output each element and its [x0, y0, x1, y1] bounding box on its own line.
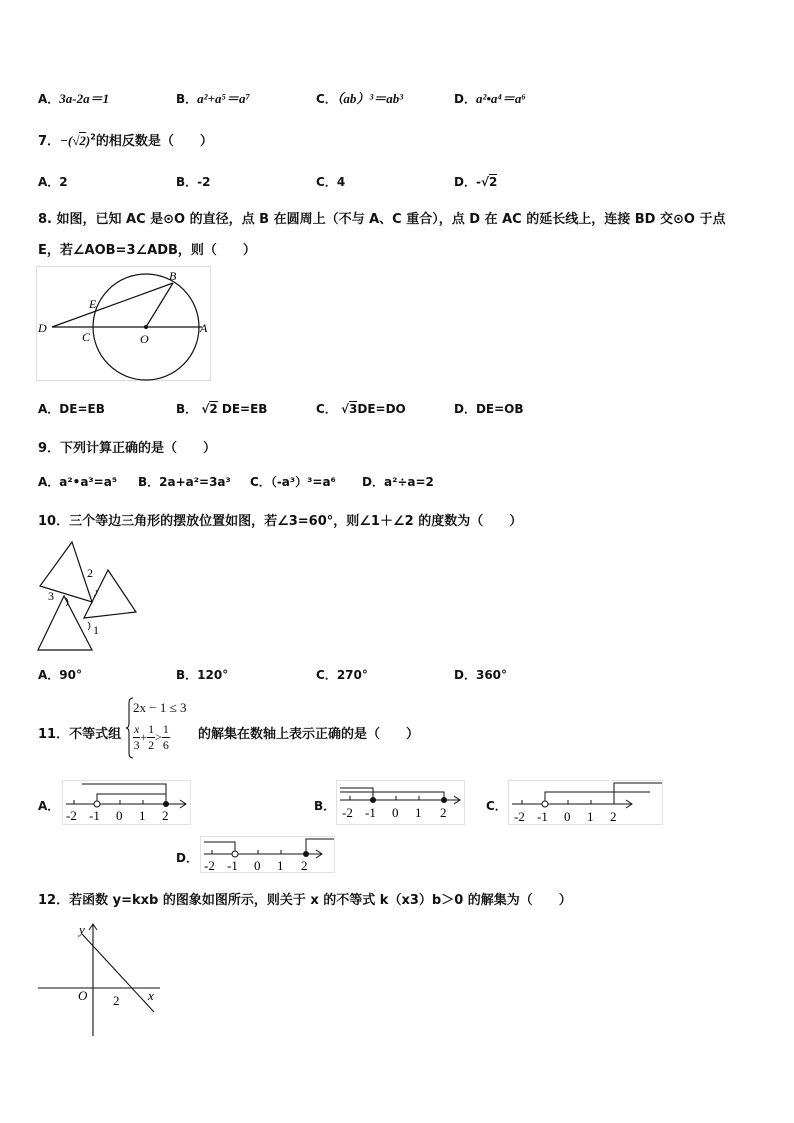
tick-label: -1	[537, 809, 548, 824]
center-point	[144, 325, 148, 329]
inequality-2	[133, 722, 170, 753]
label-e: E	[89, 297, 97, 311]
option-text: 90°	[59, 668, 82, 682]
numerator: 1	[148, 722, 155, 736]
option-label: C．	[250, 475, 271, 489]
sqrt-symbol: √	[336, 402, 349, 416]
range-bracket	[306, 839, 334, 854]
q10-stem: 10．三个等边三角形的摆放位置如图，若∠3=60°，则∠1＋∠2 的度数为（ ）	[38, 514, 523, 529]
q12-linear-graph-figure	[36, 920, 168, 1038]
tick-label: -1	[227, 858, 238, 873]
tick-label: 0	[254, 858, 261, 873]
option-label: B．	[176, 92, 198, 106]
label-angle-2: 2	[87, 566, 93, 580]
figure-frame	[509, 781, 663, 825]
q11-option-a-label: A．	[38, 799, 60, 813]
option-label: C．	[316, 92, 337, 106]
radicand: 3	[349, 402, 358, 416]
label-angle-3: 3	[48, 589, 54, 603]
q7-stem	[38, 130, 213, 149]
option-label: D．	[454, 668, 476, 682]
option-text: 4	[336, 175, 346, 189]
option-text: a²÷a=2	[383, 475, 434, 489]
open-point	[542, 801, 548, 807]
line-db	[52, 283, 173, 327]
q6-option-b	[176, 88, 250, 107]
numerator: 1	[162, 722, 169, 736]
closed-point	[441, 797, 447, 803]
option-text: （-a³）³=a⁶	[270, 475, 336, 489]
fraction-1-over-6	[162, 722, 170, 753]
label-d: D	[38, 321, 47, 335]
option-label: A．	[38, 475, 60, 489]
q12-stem: 12．若函数 y=kxb 的图象如图所示，则关于 x 的不等式 k（x3）b＞0 的解集为（ ）	[38, 893, 572, 908]
q6-option-a	[38, 88, 109, 107]
option-text: -	[475, 175, 481, 189]
option-text: DE=EB	[221, 402, 268, 416]
option-text: DE=OB	[475, 402, 524, 416]
label-o: O	[140, 332, 149, 346]
q6-option-c	[316, 88, 403, 107]
label-x: x	[148, 988, 154, 1003]
radicand: 2	[488, 175, 498, 189]
q11-option-a-numberline	[62, 780, 192, 826]
q8-stem-line1: 8. 如图，已知 AC 是⊙O 的直径，点 B 在圆周上（不与 A、C 重合），点 D 在 AC 的延长线上，连接 BD 交⊙O 于点	[38, 212, 726, 227]
exponent: 2	[90, 132, 96, 142]
denominator: 2	[148, 738, 155, 752]
inequality-1: 2x − 1 ≤ 3	[133, 700, 187, 715]
option-label: D．	[454, 402, 476, 416]
option-text: DE=EB	[59, 402, 105, 416]
q7-option-c	[316, 173, 345, 190]
sqrt-symbol: √	[72, 133, 80, 148]
denominator: 3	[133, 738, 140, 752]
q7-option-b	[176, 173, 211, 190]
q11-stem-suffix: 的解集在数轴上表示正确的是（ ）	[198, 727, 420, 742]
closed-point	[163, 801, 169, 807]
tick-label: 1	[139, 808, 146, 823]
q8-option-b	[176, 400, 267, 417]
q8-circle-figure	[36, 266, 212, 382]
option-label: B．	[176, 668, 198, 682]
q9-option-b	[138, 473, 231, 490]
closed-point	[303, 851, 309, 857]
option-text: a²+a⁵＝a⁷	[197, 91, 251, 106]
option-label: B．	[176, 402, 198, 416]
tick-label: 0	[392, 805, 399, 820]
tick-label: -1	[365, 805, 376, 820]
q9-option-d	[362, 473, 434, 490]
tick-label: -2	[514, 809, 525, 824]
q8-stem-line2: E，若∠AOB=3∠ADB，则（ ）	[38, 243, 256, 258]
option-label: C．	[316, 668, 337, 682]
option-label: A．	[38, 402, 60, 416]
closed-point	[370, 797, 376, 803]
label-intercept-2: 2	[113, 993, 120, 1008]
greater-than-sign: >	[155, 730, 162, 744]
q6-option-d	[454, 88, 526, 107]
q9-stem: 9．下列计算正确的是（ ）	[38, 441, 217, 456]
expr-suffix: )	[85, 133, 91, 148]
q11-option-d-numberline	[200, 836, 336, 874]
q10-triangles-figure	[36, 540, 142, 652]
tick-label: 2	[610, 809, 617, 824]
option-text: 3a-2a＝1	[59, 91, 110, 106]
q10-option-b	[176, 666, 228, 683]
option-text: （ab）³＝ab³	[336, 91, 404, 106]
q10-option-a	[38, 666, 82, 683]
open-point	[94, 801, 100, 807]
radius-ob	[146, 283, 173, 327]
tick-label: 1	[587, 809, 594, 824]
option-text: 270°	[336, 668, 368, 682]
sqrt-symbol: √	[480, 175, 489, 189]
q10-option-d	[454, 666, 507, 683]
open-point	[232, 851, 238, 857]
expr-prefix: −(	[60, 133, 73, 148]
tick-label: -2	[342, 805, 353, 820]
label-y: y	[79, 922, 85, 937]
q8-option-a	[38, 400, 105, 417]
range-bracket	[340, 792, 444, 800]
radicand: 2	[209, 402, 218, 416]
angle-2-arc	[94, 590, 97, 596]
label-b: B	[169, 269, 177, 283]
option-label: D．	[362, 475, 384, 489]
tick-label: 1	[277, 858, 284, 873]
option-text: a²•a⁴＝a⁶	[475, 91, 526, 106]
q7-option-a	[38, 173, 68, 190]
option-label: D．	[454, 175, 476, 189]
option-text: 2	[59, 175, 68, 189]
q10-option-c	[316, 666, 368, 683]
stem-text: 的相反数是（ ）	[95, 134, 213, 149]
tick-label: 1	[415, 805, 422, 820]
option-label: A．	[38, 175, 60, 189]
sqrt-symbol: √	[197, 402, 210, 416]
angle-1-arc	[88, 622, 90, 630]
option-label: A．	[38, 92, 60, 106]
option-text: DE=DO	[357, 402, 406, 416]
range-bracket	[97, 794, 166, 804]
option-text: -2	[197, 175, 211, 189]
q11-option-b-numberline	[336, 780, 466, 826]
q8-option-c	[316, 400, 406, 417]
option-text: 120°	[197, 668, 229, 682]
tick-label: -1	[89, 808, 100, 823]
tick-label: 2	[301, 858, 308, 873]
label-angle-1: 1	[93, 623, 99, 637]
tick-label: 2	[162, 808, 169, 823]
plus-sign: +	[140, 730, 148, 744]
range-bracket	[204, 842, 235, 854]
option-label: C．	[316, 175, 337, 189]
denominator: 6	[162, 738, 169, 752]
tick-label: 2	[440, 805, 447, 820]
q9-option-a	[38, 473, 117, 490]
q9-option-c	[250, 473, 336, 490]
range-bracket	[614, 783, 662, 804]
triangle-bottom	[38, 596, 92, 650]
fraction-1-over-2	[147, 722, 155, 753]
tick-label: 0	[116, 808, 123, 823]
option-label: B．	[138, 475, 160, 489]
figure-frame	[63, 781, 191, 825]
q11-stem-prefix: 11．不等式组	[38, 727, 122, 742]
range-bracket	[340, 788, 373, 800]
q11-option-c-numberline	[508, 780, 664, 826]
tick-label: -2	[204, 858, 215, 873]
label-a: A	[200, 321, 208, 335]
option-label: D．	[454, 92, 476, 106]
option-text: 360°	[475, 668, 508, 682]
q11-option-c-label: C．	[486, 799, 507, 813]
range-bracket	[545, 792, 650, 804]
numerator: x	[134, 722, 140, 736]
label-origin: O	[78, 988, 88, 1003]
tick-label: 0	[564, 809, 571, 824]
option-label: B．	[176, 175, 198, 189]
option-label: A．	[38, 668, 60, 682]
q7-option-d	[454, 173, 497, 190]
q8-option-d	[454, 400, 524, 417]
option-text: a²•a³=a⁵	[59, 475, 118, 489]
q11-option-b-label: B．	[314, 799, 336, 813]
question-number: 7．	[38, 134, 61, 149]
option-label: C．	[316, 402, 337, 416]
label-c: C	[82, 330, 91, 344]
option-text: 2a+a²=3a³	[159, 475, 231, 489]
radicand: 2	[79, 133, 86, 148]
tick-label: -2	[66, 808, 77, 823]
q11-option-d-label: D．	[176, 851, 198, 865]
